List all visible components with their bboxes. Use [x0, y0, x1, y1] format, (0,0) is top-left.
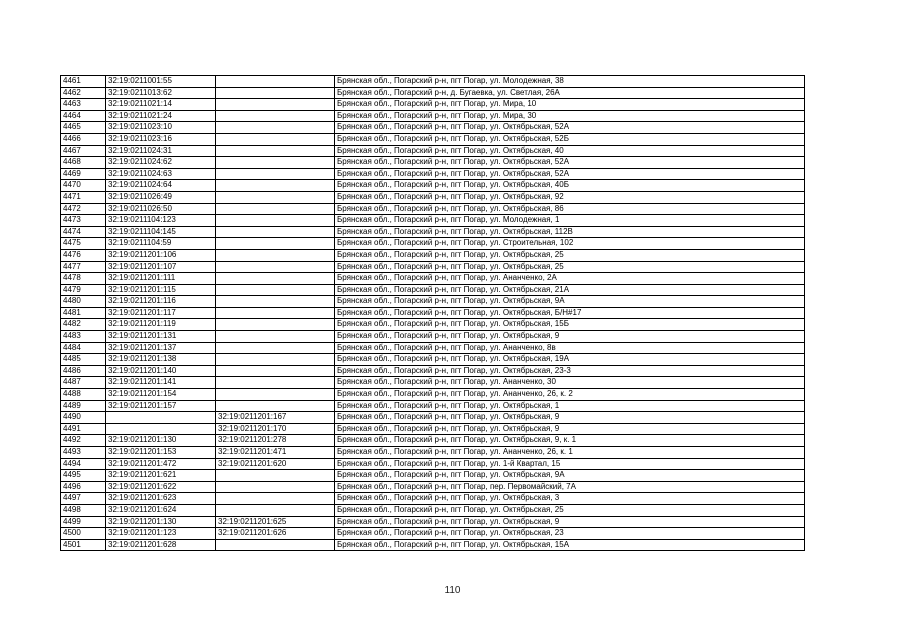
address-cell: Брянская обл., Погарский р-н, пгт Погар, ул. Октябрьская, 23	[335, 528, 805, 540]
cadastral-number-cell: 32:19:0211024:63	[106, 168, 216, 180]
row-number-cell: 4479	[61, 284, 106, 296]
row-number-cell: 4496	[61, 481, 106, 493]
table-row	[61, 400, 805, 412]
row-number-cell: 4462	[61, 87, 106, 99]
cadastral-number-cell: 32:19:0211104:123	[106, 215, 216, 227]
linked-cadastral-number-cell	[216, 377, 335, 389]
row-number-cell: 4463	[61, 99, 106, 111]
cadastral-number-cell: 32:19:0211201:131	[106, 331, 216, 343]
address-cell: Брянская обл., Погарский р-н, пгт Погар, ул. Строительная, 102	[335, 238, 805, 250]
address-cell: Брянская обл., Погарский р-н, пгт Погар, ул. Октябрьская, 19А	[335, 354, 805, 366]
cadastral-number-cell: 32:19:0211201:141	[106, 377, 216, 389]
document-page	[60, 75, 804, 551]
table-row	[61, 504, 805, 516]
linked-cadastral-number-cell	[216, 331, 335, 343]
cadastral-number-cell: 32:19:0211104:145	[106, 226, 216, 238]
row-number-cell: 4472	[61, 203, 106, 215]
row-number-cell: 4497	[61, 493, 106, 505]
cadastral-number-cell: 32:19:0211201:622	[106, 481, 216, 493]
row-number-cell: 4485	[61, 354, 106, 366]
linked-cadastral-number-cell	[216, 365, 335, 377]
cadastral-number-cell: 32:19:0211201:153	[106, 447, 216, 459]
linked-cadastral-number-cell	[216, 493, 335, 505]
cadastral-number-cell: 32:19:0211201:117	[106, 307, 216, 319]
linked-cadastral-number-cell	[216, 389, 335, 401]
linked-cadastral-number-cell: 32:19:0211201:170	[216, 423, 335, 435]
linked-cadastral-number-cell	[216, 238, 335, 250]
address-cell: Брянская обл., Погарский р-н, пгт Погар, ул. Октябрьская, 9, к. 1	[335, 435, 805, 447]
linked-cadastral-number-cell	[216, 122, 335, 134]
cadastral-number-cell: 32:19:0211201:140	[106, 365, 216, 377]
cadastral-number-cell: 32:19:0211201:472	[106, 458, 216, 470]
row-number-cell: 4494	[61, 458, 106, 470]
table-row	[61, 99, 805, 111]
table-row	[61, 180, 805, 192]
table-row	[61, 238, 805, 250]
address-cell: Брянская обл., Погарский р-н, пгт Погар, ул. Октябрьская, 9А	[335, 470, 805, 482]
address-cell: Брянская обл., Погарский р-н, пгт Погар, ул. Октябрьская, 15Б	[335, 319, 805, 331]
table-row	[61, 423, 805, 435]
table-row	[61, 342, 805, 354]
cadastral-table	[60, 75, 805, 551]
cadastral-number-cell: 32:19:0211026:49	[106, 191, 216, 203]
table-row	[61, 493, 805, 505]
cadastral-number-cell: 32:19:0211201:154	[106, 389, 216, 401]
table-row	[61, 307, 805, 319]
table-row	[61, 458, 805, 470]
address-cell: Брянская обл., Погарский р-н, пгт Погар, ул. Октябрьская, 9	[335, 423, 805, 435]
cadastral-number-cell: 32:19:0211201:130	[106, 435, 216, 447]
row-number-cell: 4498	[61, 504, 106, 516]
address-cell: Брянская обл., Погарский р-н, пгт Погар, ул. Октябрьская, 40Б	[335, 180, 805, 192]
cadastral-number-cell: 32:19:0211104:59	[106, 238, 216, 250]
table-body	[61, 76, 805, 551]
row-number-cell: 4464	[61, 110, 106, 122]
row-number-cell: 4488	[61, 389, 106, 401]
address-cell: Брянская обл., Погарский р-н, пгт Погар, ул. Ананченко, 8в	[335, 342, 805, 354]
table-row	[61, 249, 805, 261]
cadastral-number-cell: 32:19:0211201:621	[106, 470, 216, 482]
cadastral-number-cell: 32:19:0211201:119	[106, 319, 216, 331]
address-cell: Брянская обл., Погарский р-н, пгт Погар, ул. Октябрьская, 9А	[335, 296, 805, 308]
cadastral-number-cell: 32:19:0211201:157	[106, 400, 216, 412]
linked-cadastral-number-cell	[216, 354, 335, 366]
cadastral-number-cell: 32:19:0211201:123	[106, 528, 216, 540]
address-cell: Брянская обл., Погарский р-н, пгт Погар, ул. Октябрьская, 25	[335, 504, 805, 516]
table-row	[61, 215, 805, 227]
address-cell: Брянская обл., Погарский р-н, пгт Погар, ул. Октябрьская, 23-3	[335, 365, 805, 377]
linked-cadastral-number-cell: 32:19:0211201:471	[216, 447, 335, 459]
linked-cadastral-number-cell	[216, 273, 335, 285]
table-row	[61, 110, 805, 122]
row-number-cell: 4478	[61, 273, 106, 285]
cadastral-number-cell: 32:19:0211001:55	[106, 76, 216, 88]
table-row	[61, 273, 805, 285]
cadastral-number-cell: 32:19:0211013:62	[106, 87, 216, 99]
row-number-cell: 4493	[61, 447, 106, 459]
address-cell: Брянская обл., Погарский р-н, пгт Погар, ул. Октябрьская, 3	[335, 493, 805, 505]
address-cell: Брянская обл., Погарский р-н, пгт Погар, ул. Октябрьская, 25	[335, 261, 805, 273]
table-row	[61, 157, 805, 169]
table-row	[61, 87, 805, 99]
cadastral-number-cell: 32:19:0211201:624	[106, 504, 216, 516]
address-cell: Брянская обл., Погарский р-н, пгт Погар, ул. Мира, 10	[335, 99, 805, 111]
table-row	[61, 261, 805, 273]
row-number-cell: 4492	[61, 435, 106, 447]
cadastral-number-cell: 32:19:0211201:116	[106, 296, 216, 308]
table-row	[61, 168, 805, 180]
row-number-cell: 4480	[61, 296, 106, 308]
address-cell: Брянская обл., Погарский р-н, пгт Погар, пер. Первомайский, 7А	[335, 481, 805, 493]
linked-cadastral-number-cell	[216, 157, 335, 169]
table-row	[61, 191, 805, 203]
address-cell: Брянская обл., Погарский р-н, пгт Погар, ул. Октябрьская, 9	[335, 412, 805, 424]
cadastral-number-cell: 32:19:0211201:115	[106, 284, 216, 296]
cadastral-number-cell: 32:19:0211201:623	[106, 493, 216, 505]
linked-cadastral-number-cell	[216, 296, 335, 308]
address-cell: Брянская обл., Погарский р-н, пгт Погар, ул. 1-й Квартал, 15	[335, 458, 805, 470]
linked-cadastral-number-cell	[216, 180, 335, 192]
linked-cadastral-number-cell	[216, 76, 335, 88]
table-row	[61, 470, 805, 482]
row-number-cell: 4467	[61, 145, 106, 157]
table-row	[61, 528, 805, 540]
linked-cadastral-number-cell	[216, 539, 335, 551]
address-cell: Брянская обл., Погарский р-н, пгт Погар, ул. Октябрьская, 92	[335, 191, 805, 203]
linked-cadastral-number-cell	[216, 249, 335, 261]
table-row	[61, 331, 805, 343]
cadastral-number-cell: 32:19:0211021:14	[106, 99, 216, 111]
address-cell: Брянская обл., Погарский р-н, пгт Погар, ул. Молодежная, 1	[335, 215, 805, 227]
cadastral-number-cell: 32:19:0211201:138	[106, 354, 216, 366]
table-row	[61, 354, 805, 366]
cadastral-number-cell: 32:19:0211026:50	[106, 203, 216, 215]
address-cell: Брянская обл., Погарский р-н, пгт Погар, ул. Октябрьская, 86	[335, 203, 805, 215]
cadastral-number-cell: 32:19:0211024:31	[106, 145, 216, 157]
table-row	[61, 377, 805, 389]
linked-cadastral-number-cell	[216, 168, 335, 180]
row-number-cell: 4484	[61, 342, 106, 354]
row-number-cell: 4487	[61, 377, 106, 389]
row-number-cell: 4469	[61, 168, 106, 180]
linked-cadastral-number-cell	[216, 133, 335, 145]
cadastral-number-cell	[106, 423, 216, 435]
linked-cadastral-number-cell	[216, 284, 335, 296]
row-number-cell: 4475	[61, 238, 106, 250]
table-row	[61, 203, 805, 215]
row-number-cell: 4483	[61, 331, 106, 343]
linked-cadastral-number-cell	[216, 110, 335, 122]
address-cell: Брянская обл., Погарский р-н, пгт Погар, ул. Ананченко, 26, к. 2	[335, 389, 805, 401]
row-number-cell: 4465	[61, 122, 106, 134]
address-cell: Брянская обл., Погарский р-н, пгт Погар, ул. Октябрьская, 52Б	[335, 133, 805, 145]
linked-cadastral-number-cell	[216, 307, 335, 319]
row-number-cell: 4474	[61, 226, 106, 238]
table-row	[61, 412, 805, 424]
cadastral-number-cell	[106, 412, 216, 424]
linked-cadastral-number-cell	[216, 145, 335, 157]
row-number-cell: 4471	[61, 191, 106, 203]
row-number-cell: 4473	[61, 215, 106, 227]
address-cell: Брянская обл., Погарский р-н, пгт Погар, ул. Ананченко, 30	[335, 377, 805, 389]
address-cell: Брянская обл., Погарский р-н, пгт Погар, ул. Ананченко, 26, к. 1	[335, 447, 805, 459]
row-number-cell: 4477	[61, 261, 106, 273]
row-number-cell: 4500	[61, 528, 106, 540]
table-row	[61, 389, 805, 401]
linked-cadastral-number-cell	[216, 87, 335, 99]
address-cell: Брянская обл., Погарский р-н, пгт Погар, ул. Октябрьская, 9	[335, 331, 805, 343]
row-number-cell: 4501	[61, 539, 106, 551]
cadastral-number-cell: 32:19:0211201:107	[106, 261, 216, 273]
row-number-cell: 4466	[61, 133, 106, 145]
table-row	[61, 133, 805, 145]
address-cell: Брянская обл., Погарский р-н, пгт Погар, ул. Октябрьская, 52А	[335, 168, 805, 180]
address-cell: Брянская обл., Погарский р-н, пгт Погар, ул. Октябрьская, 1	[335, 400, 805, 412]
row-number-cell: 4482	[61, 319, 106, 331]
row-number-cell: 4468	[61, 157, 106, 169]
cadastral-number-cell: 32:19:0211023:16	[106, 133, 216, 145]
cadastral-number-cell: 32:19:0211201:106	[106, 249, 216, 261]
linked-cadastral-number-cell	[216, 191, 335, 203]
cadastral-number-cell: 32:19:0211024:62	[106, 157, 216, 169]
table-row	[61, 481, 805, 493]
cadastral-number-cell: 32:19:0211201:137	[106, 342, 216, 354]
table-row	[61, 284, 805, 296]
cadastral-number-cell: 32:19:0211024:64	[106, 180, 216, 192]
table-row	[61, 435, 805, 447]
row-number-cell: 4486	[61, 365, 106, 377]
row-number-cell: 4461	[61, 76, 106, 88]
cadastral-number-cell: 32:19:0211023:10	[106, 122, 216, 134]
cadastral-number-cell: 32:19:0211201:111	[106, 273, 216, 285]
address-cell: Брянская обл., Погарский р-н, пгт Погар, ул. Октябрьская, 52А	[335, 157, 805, 169]
row-number-cell: 4489	[61, 400, 106, 412]
table-row	[61, 365, 805, 377]
linked-cadastral-number-cell	[216, 481, 335, 493]
linked-cadastral-number-cell	[216, 215, 335, 227]
row-number-cell: 4476	[61, 249, 106, 261]
address-cell: Брянская обл., Погарский р-н, д. Бугаевка, ул. Светлая, 26А	[335, 87, 805, 99]
page-number: 110	[444, 585, 461, 596]
table-row	[61, 145, 805, 157]
address-cell: Брянская обл., Погарский р-н, пгт Погар, ул. Ананченко, 2А	[335, 273, 805, 285]
linked-cadastral-number-cell: 32:19:0211201:167	[216, 412, 335, 424]
address-cell: Брянская обл., Погарский р-н, пгт Погар, ул. Октябрьская, Б/Н#17	[335, 307, 805, 319]
row-number-cell: 4470	[61, 180, 106, 192]
address-cell: Брянская обл., Погарский р-н, пгт Погар, ул. Октябрьская, 112В	[335, 226, 805, 238]
linked-cadastral-number-cell: 32:19:0211201:620	[216, 458, 335, 470]
row-number-cell: 4491	[61, 423, 106, 435]
address-cell: Брянская обл., Погарский р-н, пгт Погар, ул. Октябрьская, 40	[335, 145, 805, 157]
row-number-cell: 4490	[61, 412, 106, 424]
table-row	[61, 76, 805, 88]
table-row	[61, 516, 805, 528]
linked-cadastral-number-cell	[216, 319, 335, 331]
row-number-cell: 4495	[61, 470, 106, 482]
address-cell: Брянская обл., Погарский р-н, пгт Погар, ул. Мира, 30	[335, 110, 805, 122]
linked-cadastral-number-cell: 32:19:0211201:278	[216, 435, 335, 447]
cadastral-number-cell: 32:19:0211021:24	[106, 110, 216, 122]
linked-cadastral-number-cell	[216, 99, 335, 111]
linked-cadastral-number-cell: 32:19:0211201:626	[216, 528, 335, 540]
row-number-cell: 4481	[61, 307, 106, 319]
cadastral-number-cell: 32:19:0211201:130	[106, 516, 216, 528]
address-cell: Брянская обл., Погарский р-н, пгт Погар, ул. Октябрьская, 52А	[335, 122, 805, 134]
table-row	[61, 319, 805, 331]
cadastral-number-cell: 32:19:0211201:628	[106, 539, 216, 551]
address-cell: Брянская обл., Погарский р-н, пгт Погар, ул. Молодежная, 38	[335, 76, 805, 88]
linked-cadastral-number-cell	[216, 470, 335, 482]
address-cell: Брянская обл., Погарский р-н, пгт Погар, ул. Октябрьская, 9	[335, 516, 805, 528]
table-row	[61, 539, 805, 551]
linked-cadastral-number-cell	[216, 342, 335, 354]
linked-cadastral-number-cell	[216, 226, 335, 238]
table-row	[61, 296, 805, 308]
row-number-cell: 4499	[61, 516, 106, 528]
address-cell: Брянская обл., Погарский р-н, пгт Погар, ул. Октябрьская, 25	[335, 249, 805, 261]
linked-cadastral-number-cell	[216, 504, 335, 516]
address-cell: Брянская обл., Погарский р-н, пгт Погар, ул. Октябрьская, 21А	[335, 284, 805, 296]
table-row	[61, 122, 805, 134]
table-row	[61, 447, 805, 459]
linked-cadastral-number-cell	[216, 261, 335, 273]
linked-cadastral-number-cell	[216, 203, 335, 215]
linked-cadastral-number-cell: 32:19:0211201:625	[216, 516, 335, 528]
table-row	[61, 226, 805, 238]
address-cell: Брянская обл., Погарский р-н, пгт Погар, ул. Октябрьская, 15А	[335, 539, 805, 551]
linked-cadastral-number-cell	[216, 400, 335, 412]
